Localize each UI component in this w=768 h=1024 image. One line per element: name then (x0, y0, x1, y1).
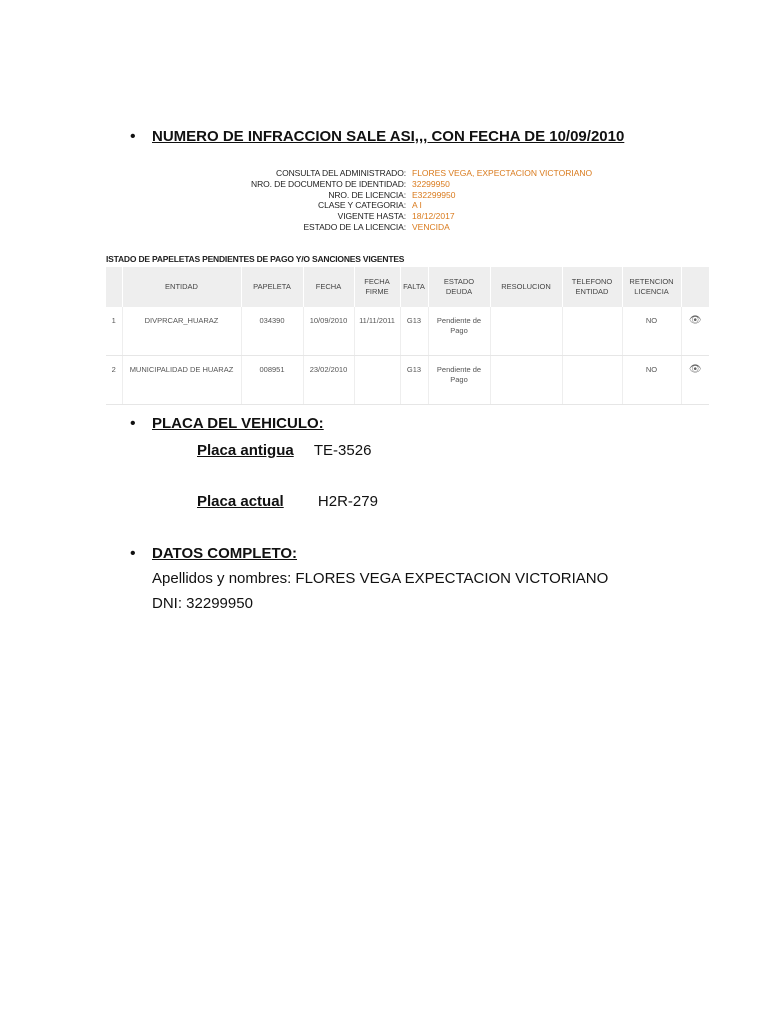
info-value: 18/12/2017 (412, 211, 455, 222)
eye-icon[interactable]: 👁 (688, 315, 702, 326)
cell-estado-deuda: Pendiente de Pago (428, 356, 490, 405)
placa-actual-label: Placa actual (197, 493, 284, 510)
info-label: CLASE Y CATEGORIA: (318, 200, 406, 211)
info-value: VENCIDA (412, 221, 450, 232)
table-caption: ISTADO DE PAPELETAS PENDIENTES DE PAGO Y/O SANCIONES VIGENTES (106, 254, 405, 264)
cell-fecha: 23/02/2010 (303, 356, 354, 405)
placa-antigua-label: Placa antigua (197, 442, 294, 459)
cell-falta: G13 (400, 307, 428, 356)
cell-action[interactable] (681, 356, 709, 405)
col-header-retencion: RETENCION LICENCIA (622, 267, 681, 307)
heading-placa-text: PLACA DEL VEHICULO: (152, 415, 324, 432)
info-row-administrado (200, 168, 620, 179)
cell-action[interactable] (681, 307, 709, 356)
col-header-num (106, 267, 122, 307)
info-value: 32299950 (412, 178, 450, 189)
col-header-estado-deuda: ESTADO DEUDA (428, 267, 490, 307)
eye-icon[interactable]: 👁 (688, 364, 702, 375)
info-row-clase (200, 200, 620, 211)
cell-fecha-firme: 11/11/2011 (354, 307, 400, 356)
consulta-info (200, 168, 620, 233)
heading-infraccion (130, 127, 624, 147)
cell-entidad: MUNICIPALIDAD DE HUARAZ (122, 356, 241, 405)
info-label: VIGENTE HASTA: (337, 211, 406, 222)
info-value: A I (412, 200, 422, 211)
heading-infraccion-text: NUMERO DE INFRACCION SALE ASI,,, CON FECHA DE 10/09/2010 (152, 128, 625, 145)
cell-retencion: NO (622, 307, 681, 356)
info-row-documento (200, 179, 620, 190)
table-header-row (106, 267, 709, 307)
bullet-icon: • (130, 545, 136, 562)
col-header-papeleta: PAPELETA (241, 267, 303, 307)
info-label: ESTADO DE LA LICENCIA: (303, 221, 406, 232)
datos-dni: DNI: 32299950 (152, 595, 253, 612)
table-row (106, 307, 709, 356)
cell-num: 2 (106, 356, 122, 405)
info-label: NRO. DE LICENCIA: (328, 189, 406, 200)
cell-falta: G13 (400, 356, 428, 405)
cell-papeleta: 034390 (241, 307, 303, 356)
placa-actual (197, 492, 378, 512)
bullet-icon: • (130, 415, 136, 432)
cell-fecha-firme (354, 356, 400, 405)
cell-entidad: DIVPRCAR_HUARAZ (122, 307, 241, 356)
cell-fecha: 10/09/2010 (303, 307, 354, 356)
cell-num: 1 (106, 307, 122, 356)
cell-resolucion (490, 307, 562, 356)
info-label: NRO. DE DOCUMENTO DE IDENTIDAD: (251, 178, 406, 189)
cell-telefono (562, 356, 622, 405)
info-row-vigente (200, 211, 620, 222)
info-row-estado (200, 222, 620, 233)
heading-datos (130, 544, 297, 564)
placa-antigua (197, 441, 371, 461)
col-header-fecha: FECHA (303, 267, 354, 307)
datos-nombres: Apellidos y nombres: FLORES VEGA EXPECTACION VICTORIANO (152, 570, 609, 587)
papeletas-table (106, 267, 710, 405)
cell-retencion: NO (622, 356, 681, 405)
placa-antigua-value: TE-3526 (313, 442, 372, 459)
heading-datos-text: DATOS COMPLETO: (152, 545, 298, 562)
info-value: E32299950 (412, 189, 456, 200)
col-header-falta: FALTA (400, 267, 428, 307)
info-value: FLORES VEGA, EXPECTACION VICTORIANO (412, 168, 593, 178)
col-header-resolucion: RESOLUCION (490, 267, 562, 307)
heading-placa (130, 414, 324, 434)
cell-telefono (562, 307, 622, 356)
table-row (106, 356, 709, 405)
info-row-licencia (200, 190, 620, 201)
col-header-telefono: TELEFONO ENTIDAD (562, 267, 622, 307)
col-header-action (681, 267, 709, 307)
info-label: CONSULTA DEL ADMINISTRADO: (276, 168, 406, 178)
cell-resolucion (490, 356, 562, 405)
bullet-icon: • (130, 128, 136, 145)
cell-estado-deuda: Pendiente de Pago (428, 307, 490, 356)
col-header-fecha-firme: FECHA FIRME (354, 267, 400, 307)
col-header-entidad: ENTIDAD (122, 267, 241, 307)
placa-actual-value: H2R-279 (317, 493, 378, 510)
cell-papeleta: 008951 (241, 356, 303, 405)
